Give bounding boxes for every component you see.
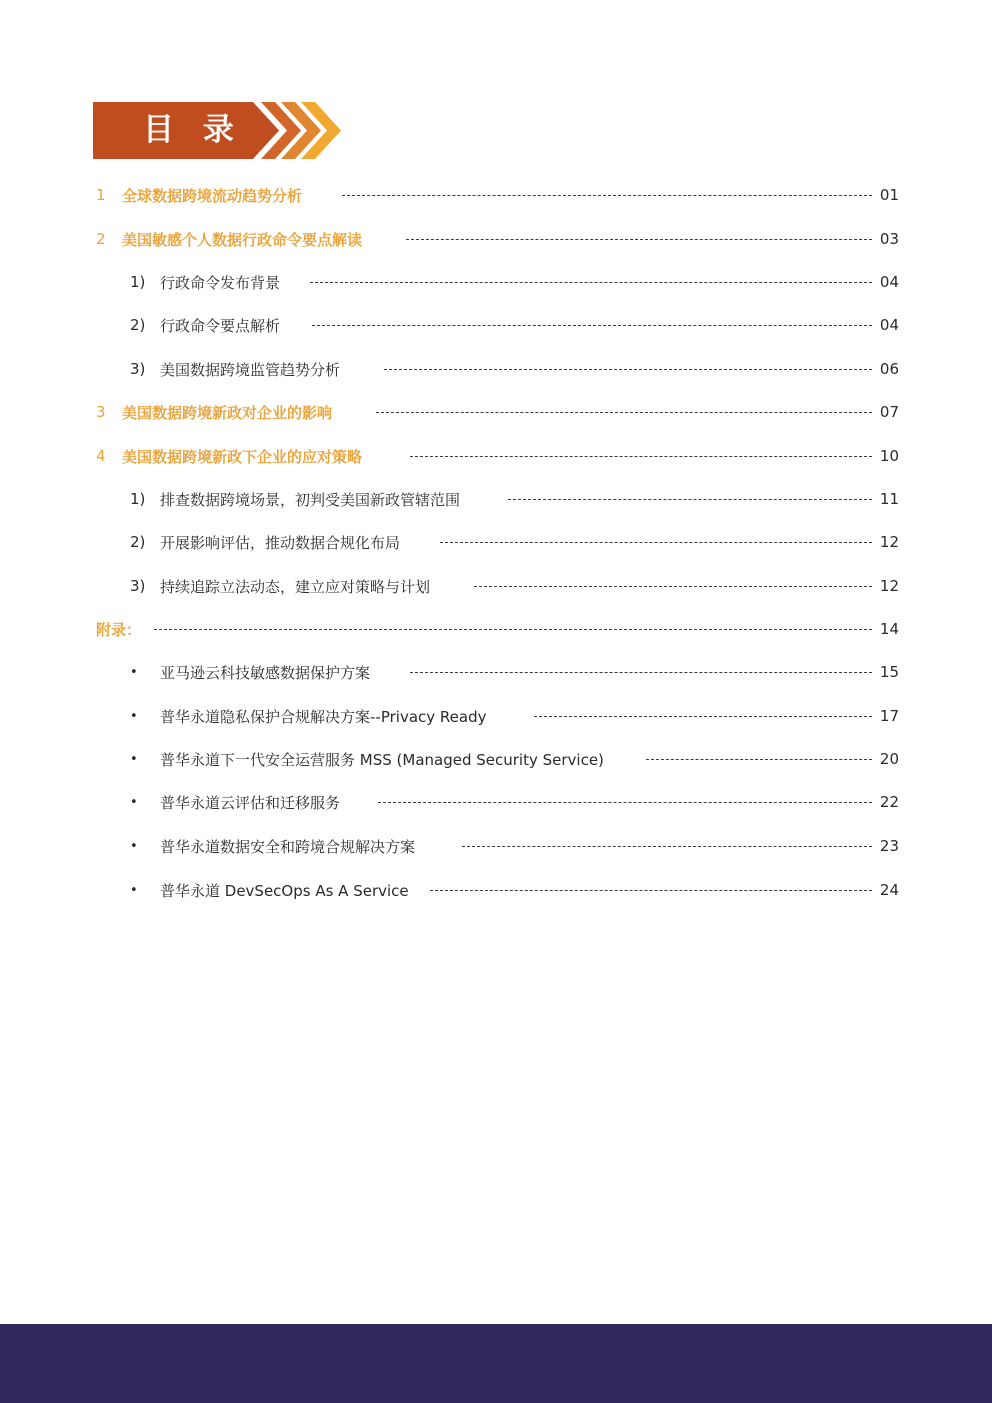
dot-leader [342, 195, 872, 196]
toc-entry[interactable] [0, 443, 992, 469]
toc-entry[interactable] [0, 877, 992, 903]
dot-leader [474, 586, 872, 587]
toc-entry[interactable] [0, 529, 992, 555]
dot-leader [646, 759, 872, 760]
toc-entry[interactable] [0, 573, 992, 599]
dot-leader [410, 456, 872, 457]
toc-number: 2) [130, 533, 146, 551]
toc-page-number: 04 [879, 316, 899, 334]
toc-page-number: 17 [879, 707, 899, 725]
dot-leader [440, 542, 872, 543]
toc-label: 持续追踪立法动态，建立应对策略与计划 [160, 577, 431, 596]
bullet-icon: • [130, 751, 138, 767]
dot-leader [310, 282, 872, 283]
dot-leader [312, 325, 872, 326]
dot-leader [462, 846, 872, 847]
toc-page-number: 23 [879, 837, 899, 855]
bullet-icon: • [130, 664, 138, 680]
toc-entry[interactable] [0, 312, 992, 338]
toc-label: 行政命令发布背景 [160, 273, 281, 292]
toc-entry[interactable] [0, 399, 992, 425]
toc-page-number: 07 [879, 403, 899, 421]
bullet-icon: • [130, 882, 138, 898]
toc-entry[interactable] [0, 356, 992, 382]
toc-entry[interactable] [0, 486, 992, 512]
page-title: 目 录 [143, 112, 243, 148]
toc-page-number: 04 [879, 273, 899, 291]
dot-leader [406, 239, 872, 240]
bullet-icon: • [130, 838, 138, 854]
toc-page-number: 15 [879, 663, 899, 681]
toc-label: 行政命令要点解析 [160, 316, 281, 335]
toc-page-number: 22 [879, 793, 899, 811]
toc-label: 美国数据跨境监管趋势分析 [160, 360, 341, 379]
toc-entry[interactable] [0, 789, 992, 815]
dot-leader [508, 499, 872, 500]
toc-label: 普华永道 DevSecOps As A Service [160, 881, 409, 900]
dot-leader [534, 716, 872, 717]
toc-page-number: 12 [879, 577, 899, 595]
bullet-icon: • [130, 708, 138, 724]
toc-label: 全球数据跨境流动趋势分析 [122, 186, 303, 205]
toc-page-number: 01 [879, 186, 899, 204]
toc-page-number: 20 [879, 750, 899, 768]
toc-entry[interactable] [0, 659, 992, 685]
toc-number: 1) [130, 273, 146, 291]
toc-label: 普华永道隐私保护合规解决方案--Privacy Ready [160, 707, 487, 726]
toc-entry[interactable] [0, 269, 992, 295]
toc-label: 附录： [96, 620, 142, 639]
dot-leader [376, 412, 872, 413]
toc-label: 排查数据跨境场景，初判受美国新政管辖范围 [160, 490, 461, 509]
dot-leader [410, 672, 872, 673]
toc-page-number: 06 [879, 360, 899, 378]
toc-label: 美国数据跨境新政下企业的应对策略 [122, 447, 363, 466]
toc-label: 普华永道下一代安全运营服务 MSS (Managed Security Service) [160, 750, 604, 769]
toc-entry[interactable] [0, 226, 992, 252]
toc-number: 4 [96, 447, 106, 465]
toc-number: 3 [96, 403, 106, 421]
toc-page-number: 24 [879, 881, 899, 899]
toc-entry-appendix[interactable] [0, 616, 992, 642]
toc-label: 普华永道数据安全和跨境合规解决方案 [160, 837, 416, 856]
toc-number: 3) [130, 577, 146, 595]
toc-number: 1 [96, 186, 106, 204]
toc-entry[interactable] [0, 833, 992, 859]
toc-number: 1) [130, 490, 146, 508]
toc-page-number: 11 [879, 490, 899, 508]
bullet-icon: • [130, 794, 138, 810]
dot-leader [378, 802, 872, 803]
toc-page-number: 10 [879, 447, 899, 465]
toc-number: 3) [130, 360, 146, 378]
toc-entry[interactable] [0, 746, 992, 772]
toc-label: 开展影响评估，推动数据合规化布局 [160, 533, 401, 552]
toc-page-number: 03 [879, 230, 899, 248]
toc-label: 普华永道云评估和迁移服务 [160, 793, 341, 812]
dot-leader [154, 629, 872, 630]
toc-number: 2) [130, 316, 146, 334]
toc-entry[interactable] [0, 703, 992, 729]
toc-number: 2 [96, 230, 106, 248]
dot-leader [430, 890, 872, 891]
toc-page-number: 12 [879, 533, 899, 551]
footer-band [0, 1324, 992, 1403]
toc-entry[interactable] [0, 182, 992, 208]
toc-page-number: 14 [879, 620, 899, 638]
dot-leader [384, 369, 872, 370]
toc-label: 亚马逊云科技敏感数据保护方案 [160, 663, 371, 682]
toc-label: 美国敏感个人数据行政命令要点解读 [122, 230, 363, 249]
toc-label: 美国数据跨境新政对企业的影响 [122, 403, 333, 422]
